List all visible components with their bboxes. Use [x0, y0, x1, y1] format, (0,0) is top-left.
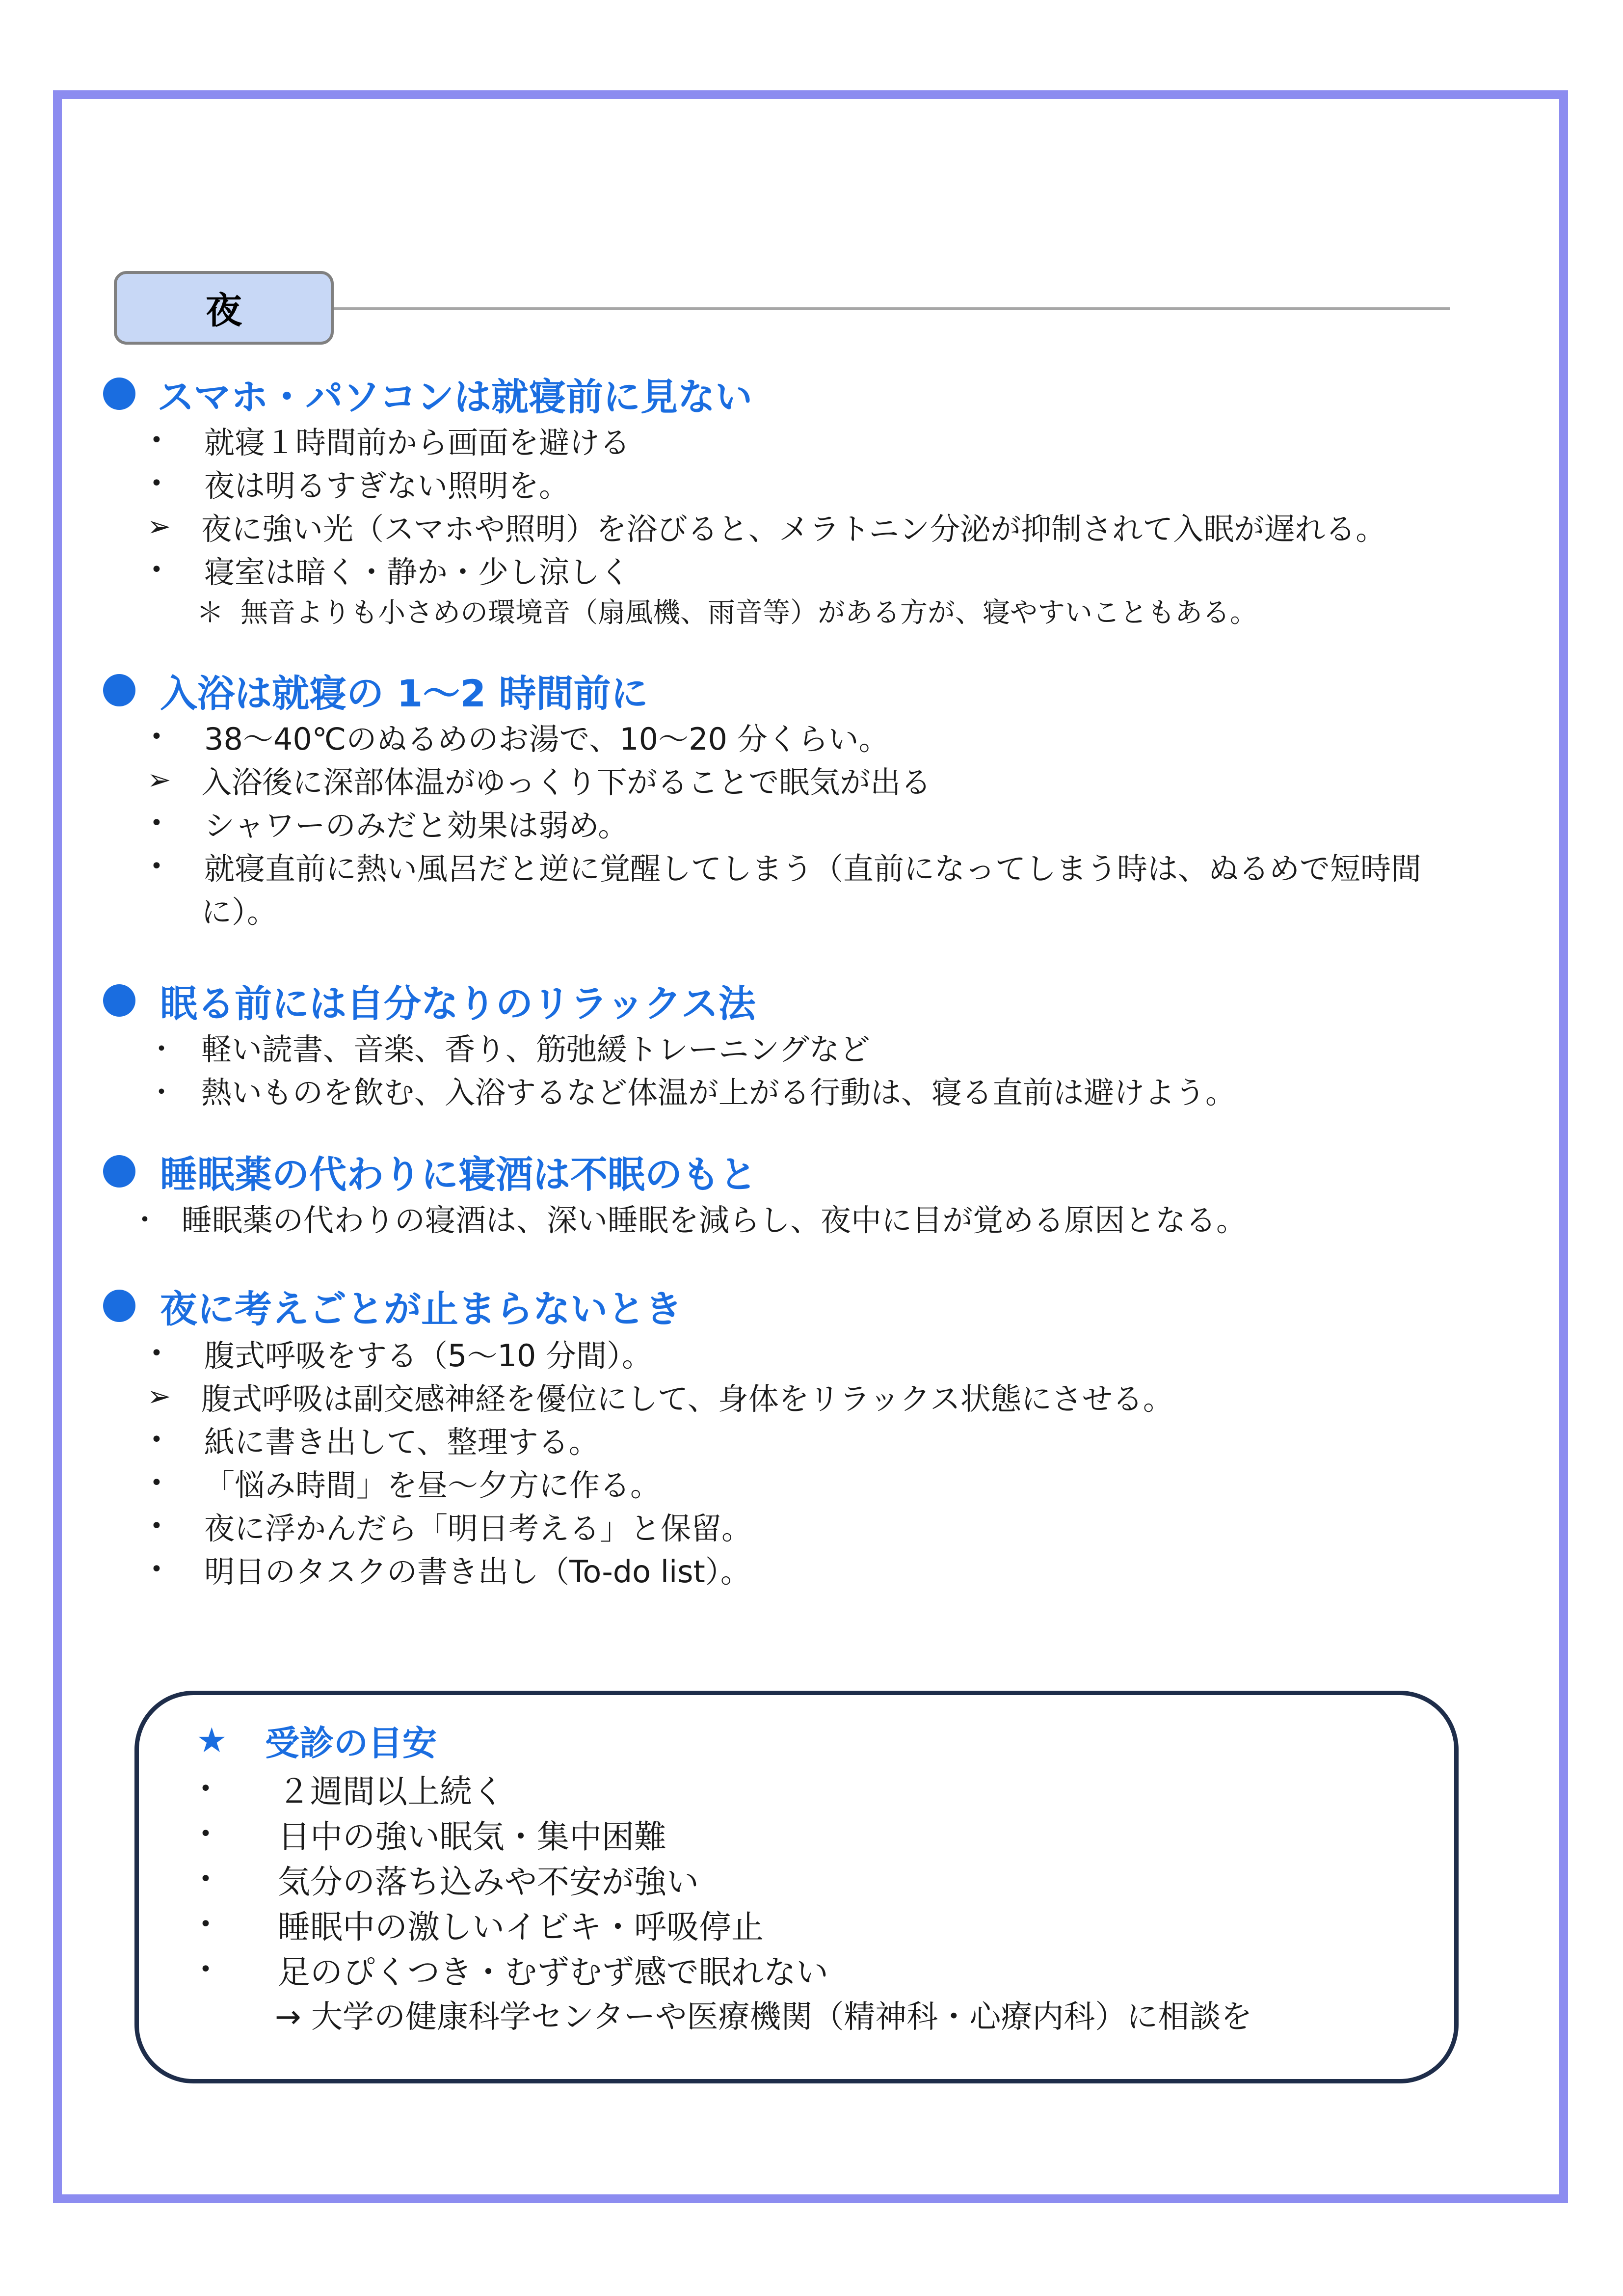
list-item — [131, 1196, 1247, 1239]
list-item-text: 就寝直前に熱い風呂だと逆に覚醒してしまう（直前になってしまう時は、ぬるめで短時間 — [204, 850, 1422, 887]
bullet-icon: • — [150, 1470, 163, 1495]
list-item — [147, 1547, 751, 1591]
note-text: 無音よりも小さめの環境音（扇風機、雨音等）がある方が、寝やすいこともある。 — [240, 597, 1257, 629]
consult-item-text: 気分の落ち込みや不安が強い — [278, 1863, 699, 1901]
list-item-text: 入浴後に深部体温がゆっくり下がることで眠気が出る — [201, 764, 931, 800]
consult-box-title — [196, 1718, 437, 1762]
note-item — [196, 591, 1257, 630]
bullet-icon: • — [199, 1821, 212, 1846]
list-item — [147, 801, 628, 844]
list-item-text: 夜に浮かんだら「明日考える」と保留。 — [204, 1510, 752, 1546]
list-item — [147, 1331, 652, 1375]
bullet-icon: • — [199, 1911, 212, 1937]
list-item — [147, 844, 1421, 888]
section-tab: 夜 — [114, 271, 334, 345]
list-item-text: 寝室は暗く・静か・少し涼しく — [204, 554, 631, 590]
bullet-icon: • — [150, 427, 163, 453]
list-item — [147, 1375, 1173, 1418]
list-item-text: 軽い読書、音楽、香り、筋弛緩トレーニングなど — [201, 1031, 870, 1067]
list-item — [147, 548, 630, 591]
arrow-bullet-icon: ➢ — [147, 1379, 171, 1413]
list-item-continuation — [201, 888, 277, 931]
section-heading — [103, 1281, 682, 1330]
list-item — [147, 1025, 870, 1068]
list-item-text: 腹式呼吸は副交感神経を優位にして、身体をリラックス状態にさせる。 — [201, 1380, 1173, 1417]
header-rule — [334, 307, 1450, 310]
section-title: スマホ・パソコンは就寝前に見ない — [157, 375, 752, 419]
list-item — [147, 1418, 599, 1461]
list-item-text: 紙に書き出して、整理する。 — [204, 1424, 599, 1460]
consult-item-text: 睡眠中の激しいイビキ・呼吸停止 — [278, 1908, 764, 1946]
bullet-icon: • — [150, 1340, 163, 1366]
section-heading — [103, 369, 752, 418]
section-title: 眠る前には自分なりのリラックス法 — [160, 981, 756, 1026]
list-item — [147, 418, 630, 461]
list-item-text: 睡眠薬の代わりの寝酒は、深い睡眠を減らし、夜中に目が覚める原因となる。 — [182, 1202, 1247, 1238]
arrow-bullet-icon: ➢ — [147, 510, 171, 543]
star-icon: ★ — [196, 1720, 227, 1760]
bullet-icon: • — [150, 1427, 163, 1452]
list-item — [147, 1461, 661, 1504]
list-item — [147, 505, 1386, 548]
bullet-icon: • — [150, 853, 163, 879]
asterisk-icon: ＊ — [196, 597, 224, 629]
list-item — [147, 758, 931, 801]
list-item-text: 熱いものを飲む、入浴するなど体温が上がる行動は、寝る直前は避けよう。 — [201, 1074, 1236, 1110]
bullet-icon: • — [150, 1556, 163, 1582]
consult-item-text: 足のぴくつき・むずむず感で眠れない — [278, 1953, 828, 1991]
list-item-text: 「悩み時間」を昼〜夕方に作る。 — [204, 1467, 661, 1503]
bullet-icon: • — [199, 1866, 212, 1891]
consult-item — [196, 1947, 828, 1991]
bullet-icon: ・ — [131, 1203, 160, 1237]
bullet-circle-icon — [103, 984, 135, 1017]
section-heading — [103, 976, 756, 1025]
list-item-text: 夜に強い光（スマホや照明）を浴びると、メラトニン分泌が抑制されて入眠が遅れる。 — [201, 511, 1386, 547]
bullet-circle-icon — [103, 378, 135, 410]
list-item-text: 腹式呼吸をする（5〜10 分間）。 — [204, 1337, 653, 1374]
list-item-text: 夜は明るすぎない照明を。 — [204, 467, 570, 504]
bullet-icon: • — [199, 1776, 212, 1801]
consult-box-title-text: 受診の目安 — [265, 1723, 437, 1763]
arrow-bullet-icon: ➢ — [147, 763, 171, 796]
consult-referral: → 大学の健康科学センターや医療機関（精神科・心療内科）に相談を — [275, 1999, 1252, 2035]
bullet-icon: ・ — [147, 1076, 176, 1109]
list-item — [147, 461, 569, 505]
list-item-text: シャワーのみだと効果は弱め。 — [204, 807, 629, 843]
section-heading — [103, 666, 648, 715]
list-item-text: 就寝１時間前から画面を避ける — [204, 424, 631, 460]
bullet-circle-icon — [103, 674, 135, 706]
bullet-icon: ・ — [147, 1032, 176, 1066]
consult-item-text: 日中の強い眠気・集中困難 — [278, 1817, 666, 1856]
bullet-icon: • — [150, 724, 163, 749]
consult-item — [196, 1902, 764, 1946]
section-heading — [103, 1147, 757, 1196]
list-item-text: 38〜40℃のぬるめのお湯で、10〜20 分くらい。 — [204, 721, 889, 757]
bullet-icon: • — [150, 557, 163, 582]
section-title: 入浴は就寝の 1〜2 時間前に — [160, 671, 648, 715]
bullet-icon: • — [150, 810, 163, 836]
section-title: 夜に考えごとが止まらないとき — [160, 1287, 682, 1331]
bullet-icon: • — [199, 1956, 212, 1982]
bullet-icon: • — [150, 470, 163, 496]
consult-item — [196, 1811, 666, 1856]
list-item — [147, 1504, 752, 1547]
bullet-circle-icon — [103, 1290, 135, 1322]
bullet-circle-icon — [103, 1155, 135, 1188]
list-item — [147, 1068, 1236, 1111]
consult-item-text: ２週間以上続く — [278, 1772, 505, 1810]
list-item — [147, 715, 889, 758]
section-title: 睡眠薬の代わりに寝酒は不眠のもと — [160, 1152, 757, 1196]
list-item-text: に）。 — [201, 893, 278, 930]
bullet-icon: • — [150, 1513, 163, 1539]
consult-item — [196, 1857, 699, 1901]
consult-item — [196, 1766, 505, 1810]
list-item-text: 明日のタスクの書き出し（To-do list）。 — [204, 1553, 751, 1590]
